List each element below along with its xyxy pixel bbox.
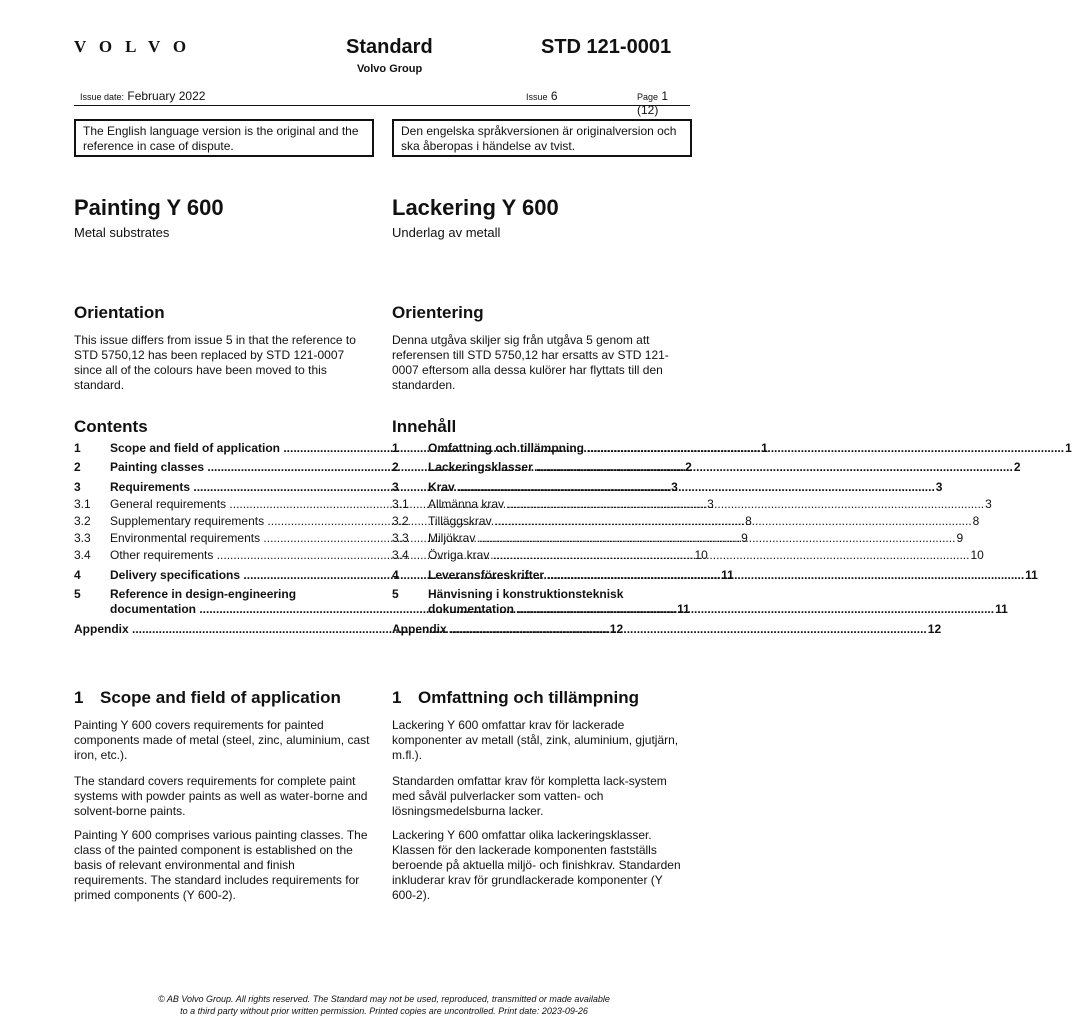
section-number: 1 bbox=[392, 688, 402, 707]
toc-number: 1 bbox=[74, 441, 81, 455]
section-paragraph: Lackering Y 600 omfattar olika lackeringsklasser. Klassen för den lackerade komponenten fastställs beroende på aktuella miljö- och finishkrav. Standarden inkluderar krav för grundlackerade komponenter (Y 600-2). bbox=[392, 828, 681, 902]
toc-item[interactable] bbox=[74, 587, 364, 602]
toc-swedish bbox=[392, 441, 1072, 641]
issue-date-field bbox=[80, 89, 205, 103]
title-swedish: Lackering Y 600 bbox=[392, 195, 559, 220]
toc-page: 2 bbox=[685, 460, 692, 474]
footer-line: © AB Volvo Group. All rights reserved. The Standard may not be used, reproduced, transmitted or made available bbox=[158, 994, 610, 1004]
issue-field bbox=[526, 89, 558, 103]
toc-number: 3.3 bbox=[392, 531, 409, 545]
toc-label: Scope and field of application ..... bbox=[110, 441, 760, 456]
section-title: Scope and field of application bbox=[100, 688, 341, 707]
contents-heading-swedish: Innehåll bbox=[392, 417, 457, 436]
toc-number: 3.4 bbox=[392, 548, 409, 562]
toc-item[interactable] bbox=[392, 497, 992, 512]
orientation-text-swedish: Denna utgåva skiljer sig från utgåva 5 genom att referensen till STD 5750,12 har ersatts av STD 121-0007 eftersom alla dessa kulörer har flyttats till den standarden. bbox=[392, 333, 669, 392]
notice-swedish: Den engelska språkversionen är originalversion och ska åberopas i händelse av tvist. bbox=[392, 119, 692, 157]
toc-page: 9 bbox=[741, 531, 748, 545]
toc-item-continued[interactable] bbox=[428, 602, 1008, 617]
section-number: 1 bbox=[74, 688, 84, 707]
toc-label: Leveransföreskrifter ..... bbox=[428, 568, 1024, 583]
section-title: Omfattning och tillämpning bbox=[418, 688, 639, 707]
toc-label: Environmental requirements ..... bbox=[110, 531, 740, 546]
section-paragraph: Lackering Y 600 omfattar krav för lackerade komponenter av metall (stål, zink, aluminium, gjutjärn, m.fl.). bbox=[392, 718, 679, 762]
toc-page: 3 bbox=[671, 480, 678, 494]
toc-appendix[interactable] bbox=[74, 622, 624, 637]
copyright-footer bbox=[0, 993, 768, 1017]
toc-page: 10 bbox=[694, 548, 708, 562]
issue-date-label: Issue date: bbox=[80, 92, 125, 102]
toc-page: 11 bbox=[721, 568, 734, 582]
notice-english: The English language version is the original and the reference in case of dispute. bbox=[74, 119, 374, 157]
toc-page: 12 bbox=[609, 622, 624, 636]
volvo-logo: VOLVO bbox=[74, 37, 200, 56]
toc-label: Allmänna krav ..... bbox=[428, 497, 984, 512]
toc-label: Supplementary requirements ..... bbox=[110, 514, 744, 529]
toc-label: Delivery specifications ..... bbox=[110, 568, 720, 583]
toc-label: documentation ..... bbox=[110, 602, 676, 617]
toc-label: Lackeringsklasser ..... bbox=[428, 460, 1013, 475]
toc-label: Appendix ..... bbox=[74, 622, 609, 637]
toc-number: 5 bbox=[392, 587, 399, 601]
toc-label: Appendix ..... bbox=[392, 622, 927, 637]
toc-label: Krav ..... bbox=[428, 480, 935, 495]
toc-number: 2 bbox=[392, 460, 399, 474]
toc-label: Tilläggskrav ..... bbox=[428, 514, 972, 529]
section-paragraph: The standard covers requirements for complete paint systems with powder paints as well as water-borne and solvent-borne paints. bbox=[74, 774, 368, 818]
toc-page: 3 bbox=[985, 497, 992, 511]
subtitle-english: Metal substrates bbox=[74, 225, 170, 240]
toc-item[interactable] bbox=[392, 441, 1072, 456]
toc-page: 11 bbox=[1025, 568, 1038, 582]
orientation-text-english: This issue differs from issue 5 in that the reference to STD 5750,12 has been replaced by STD 121-0007 since all of the colours have been moved to this standard. bbox=[74, 333, 356, 392]
contents-heading-english: Contents bbox=[74, 417, 148, 436]
toc-number: 1 bbox=[392, 441, 399, 455]
page-field bbox=[637, 89, 690, 117]
toc-number: 4 bbox=[392, 568, 399, 582]
toc-number: 3.1 bbox=[74, 497, 91, 511]
toc-page: 8 bbox=[745, 514, 752, 528]
organization: Volvo Group bbox=[357, 63, 423, 75]
toc-number: 3.3 bbox=[74, 531, 91, 545]
toc-item[interactable] bbox=[392, 548, 984, 563]
toc-label: Reference in design-engineering bbox=[110, 587, 297, 601]
toc-page: 11 bbox=[995, 602, 1008, 616]
document-type: Standard bbox=[346, 36, 433, 58]
toc-page: 12 bbox=[927, 622, 942, 636]
toc-label: General requirements ..... bbox=[110, 497, 706, 512]
issue-label: Issue bbox=[526, 92, 548, 102]
toc-item[interactable] bbox=[392, 587, 682, 602]
issue-date-value: February 2022 bbox=[127, 89, 206, 103]
toc-page: 8 bbox=[972, 514, 980, 528]
toc-label: dokumentation ..... bbox=[428, 602, 994, 617]
section-paragraph: Painting Y 600 comprises various painting classes. The class of the painted component is established on the basis of relevant environmental and finish requirements. The standard includes requirements for primed components (Y 600-2). bbox=[74, 828, 368, 902]
toc-page: 9 bbox=[956, 531, 964, 545]
toc-item[interactable] bbox=[392, 531, 964, 546]
toc-item[interactable] bbox=[392, 480, 943, 495]
orientation-heading-swedish: Orientering bbox=[392, 303, 484, 322]
toc-page: 11 bbox=[677, 602, 690, 616]
meta-row bbox=[74, 88, 690, 117]
toc-number: 2 bbox=[74, 460, 81, 474]
toc-label: Painting classes ..... bbox=[110, 460, 684, 475]
section-1-heading-english bbox=[74, 688, 341, 708]
section-paragraph: Standarden omfattar krav för kompletta lack-system med såväl pulverlacker som vatten- och lösningsmedelsburna lacker. bbox=[392, 774, 667, 818]
page-label: Page bbox=[637, 92, 659, 102]
toc-number: 3 bbox=[74, 480, 81, 494]
toc-page: 3 bbox=[707, 497, 714, 511]
toc-label: Omfattning och tillämpning ..... bbox=[428, 441, 1064, 456]
section-paragraph: Painting Y 600 covers requirements for painted components made of metal (steel, zinc, aluminium, cast iron, etc.). bbox=[74, 718, 370, 762]
toc-appendix[interactable] bbox=[392, 622, 942, 637]
toc-page: 10 bbox=[970, 548, 984, 562]
subtitle-swedish: Underlag av metall bbox=[392, 225, 501, 240]
toc-label: Requirements ..... bbox=[110, 480, 670, 495]
document-number: STD 121-0001 bbox=[541, 36, 672, 58]
toc-number: 5 bbox=[74, 587, 81, 601]
page-value: 1 (12) bbox=[637, 89, 669, 117]
toc-number: 3 bbox=[392, 480, 399, 494]
toc-page: 1 bbox=[1065, 441, 1072, 455]
toc-number: 3.4 bbox=[74, 548, 91, 562]
footer-line: to a third party without prior written permission. Printed copies are uncontrolled. Print date: 2023-09-26 bbox=[180, 1006, 588, 1016]
orientation-heading-english: Orientation bbox=[74, 303, 165, 322]
toc-number: 4 bbox=[74, 568, 81, 582]
section-1-heading-swedish bbox=[392, 688, 639, 708]
toc-page: 1 bbox=[761, 441, 768, 455]
toc-item[interactable] bbox=[392, 460, 1021, 475]
toc-number: 3.2 bbox=[392, 514, 409, 528]
toc-number: 3.1 bbox=[392, 497, 409, 511]
title-english: Painting Y 600 bbox=[74, 195, 224, 220]
toc-page: 3 bbox=[935, 480, 943, 494]
toc-page: 2 bbox=[1013, 460, 1021, 474]
toc-item[interactable] bbox=[392, 514, 980, 529]
toc-label: Övriga krav ..... bbox=[428, 548, 969, 563]
toc-label: Other requirements ..... bbox=[110, 548, 693, 563]
toc-item[interactable] bbox=[392, 568, 1038, 583]
toc-number: 3.2 bbox=[74, 514, 91, 528]
issue-value: 6 bbox=[550, 89, 558, 103]
toc-label: Miljökrav ..... bbox=[428, 531, 955, 546]
toc-label: Hänvisning i konstruktionsteknisk bbox=[428, 587, 624, 601]
